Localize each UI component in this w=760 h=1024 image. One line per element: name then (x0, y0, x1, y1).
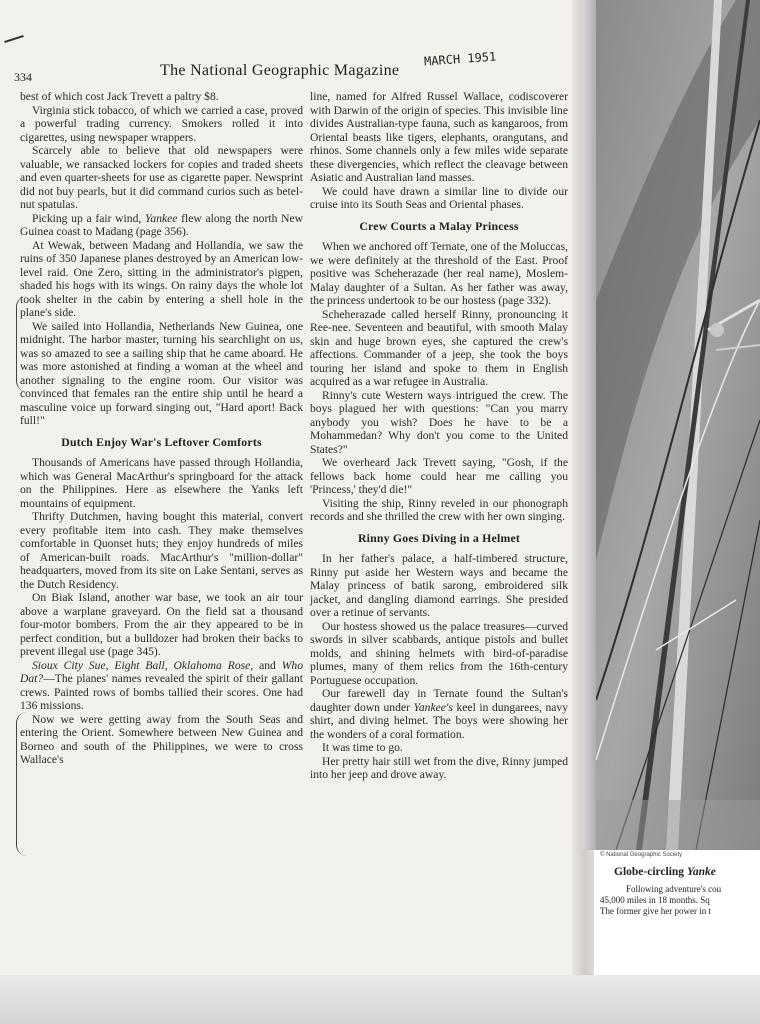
paragraph (310, 687, 568, 741)
text-fragment: and (259, 658, 276, 672)
left-column (20, 90, 303, 767)
text-fragment: —The planes' names revealed the spirit of their gallant crews. Painted rows of bombs tallied their scores. One had 136 missions. (20, 672, 303, 712)
paragraph: Scarcely able to believe that old newspapers were valuable, we ransacked lockers for copies and traded sheets and even quarter-sheets for use as cigarette paper. Newsprint did not buy pearls, but it did command curios such as betel-nut spatulas. (20, 144, 303, 211)
rigging-photo (596, 0, 760, 850)
scanner-bottom-strip (0, 975, 760, 1024)
paragraph: On Biak Island, another war base, we took an air tour above a warplane graveyard. On the field sat a thousand four-motor bombers. From the air they appeared to be in perfect condition, but a bulldozer had broken their backs to prevent illegal use (page 345). (20, 591, 303, 658)
text-fragment: Our farewell day in Ternate found the Sultan's daughter down under (310, 687, 568, 714)
paragraph: At Wewak, between Madang and Hollandia, we saw the ruins of 350 Japanese planes destroyed by an American low-level raid. One Zero, sitting in the administrator's pigpen, shaded his hogs with its wings. On rainy days the whole lot took shelter in the cabin by entering a shell hole in the plane's side. (20, 238, 303, 319)
plane-names: Sioux City Sue, Eight Ball, Oklahoma Rose, (32, 658, 254, 672)
caption-title-text: Globe-circling (614, 866, 685, 878)
caption-line: Following adventure's cou (626, 884, 722, 894)
paragraph: Our hostess showed us the palace treasures—curved swords in silver scabbards, antique pistols and bullet molds, and shining helmets with bird-of-paradise plumes, many of them relics from the 16th-century Portuguese occupation. (310, 619, 568, 687)
paragraph: Scheherazade called herself Rinny, pronouncing it Ree-nee. Seventeen and beautiful, with smooth Malay skin and huge brown eyes, she captured the crew's affections. Commander of a jeep, she took the boys touring her island and spoke to them in English acquired as a war refugee in Australia. (310, 307, 568, 388)
paragraph: Her pretty hair still wet from the dive, Rinny jumped into her jeep and drove away. (310, 754, 568, 781)
caption-title (614, 866, 760, 878)
handwritten-date-note: MARCH 1951 (423, 49, 497, 69)
section-heading: Crew Courts a Malay Princess (359, 218, 519, 233)
photo-credit: © National Geographic Society (600, 852, 683, 858)
paragraph (20, 659, 303, 713)
paragraph: We could have drawn a similar line to divide our cruise into its South Seas and Oriental phases. (310, 184, 568, 211)
paragraph: line, named for Alfred Russel Wallace, codiscoverer with Darwin of the origin of species. This invisible line divides Australian-type fauna, such as kangaroos, from Oriental beasts like tigers, elephants, orangutans, and rhinos. Some channels only a few miles wide separate these divergencies, which reflect the cleavage between Asiatic and Australian land masses. (310, 90, 568, 184)
paragraph: In her father's palace, a half-timbered structure, Rinny put aside her Western ways and became the Malay princess of batik sarong, embroidered silk jacket, and dangling diamond earrings. She presided over a retinue of servants. (310, 552, 568, 619)
paragraph: Virginia stick tobacco, of which we carried a case, proved a powerful trading currency. Smokers rolled it into cigarettes, using newspaper wrappers. (20, 103, 303, 144)
caption-title-ship: Yanke (686, 866, 716, 878)
paragraph: Picking up a fair wind, Yankee flew along the north New Guinea coast to Madang (page 356). (20, 211, 303, 238)
paragraph: Now we were getting away from the South Seas and entering the Orient. Somewhere between New Guinea and Borneo and south of the Philippines, we were to cross Wallace's (20, 712, 303, 766)
paragraph: Thousands of Americans have passed through Hollandia, which was General MacArthur's springboard for the attack on the Philippines. Here as elsewhere the Yanks left mountains of equipment. (20, 456, 303, 510)
section-heading: Dutch Enjoy War's Leftover Comforts (61, 434, 262, 449)
paragraph: It was time to go. (322, 741, 403, 754)
text-fragment: keel in dungarees, navy shirt, and diving helmet. The boys were showing her the wonders of a coral formation. (310, 700, 568, 741)
plane-name: Who Dat? (20, 658, 303, 685)
paragraph: Visiting the ship, Rinny reveled in our phonograph records and she thrilled the crew with her own singing. (310, 496, 568, 523)
paragraph: Rinny's cute Western ways intrigued the crew. The boys plagued her with questions: "Can you marry anybody you wish? Does he have to be a Mohammedan? Why don't you come to the United States?" (310, 388, 568, 456)
mast-and-rigging-image (596, 0, 760, 850)
photo-caption (600, 852, 760, 917)
running-head: The National Geographic Magazine (160, 62, 400, 79)
paragraph: Thrifty Dutchmen, having bought this material, convert every profitable item into cash. They make themselves comfortable in Quonset huts; they enjoy hundreds of miles of American-built roads. MacArthur's "million-dollar" headquarters, moved from its site on Lake Sentani, serves as the Dutch Residency. (20, 510, 303, 591)
ship-name: Yankee (145, 211, 178, 225)
paragraph: We overheard Jack Trevett saying, "Gosh, if the fellows back home could hear me calling you 'Princess,' they'd die!" (310, 456, 568, 496)
paragraph: We sailed into Hollandia, Netherlands New Guinea, one midnight. The harbor master, turning his searchlight on us, was so amazed to see a sailing ship that he came aboard. He was more astonished at finding a woman at the wheel and another signaling to the engine room. Our visitor was convinced that females ran the entire ship until he heard a masculine voice up forward singing out, "Hard aport! Back full!" (20, 319, 303, 427)
page-number: 334 (14, 70, 32, 84)
pen-bracket (16, 712, 27, 856)
paragraph: When we anchored off Ternate, one of the Moluccas, we were definitely at the threshold of the East. Proof positive was Scheherazade (her real name), Moslem-Malay daughter of a Sultan. As her father was away, the princess undertook to be our hostess (page 332). (310, 240, 568, 307)
caption-line: 45,000 miles in 18 months. Sq (600, 895, 710, 905)
pen-bracket (16, 296, 27, 392)
caption-line: The former give her power in t (600, 906, 711, 916)
ship-name: Yankee's (413, 700, 453, 714)
paragraph: best of which cost Jack Trevett a paltry $8. (20, 90, 219, 103)
right-column (310, 90, 568, 782)
section-heading: Rinny Goes Diving in a Helmet (357, 530, 521, 545)
